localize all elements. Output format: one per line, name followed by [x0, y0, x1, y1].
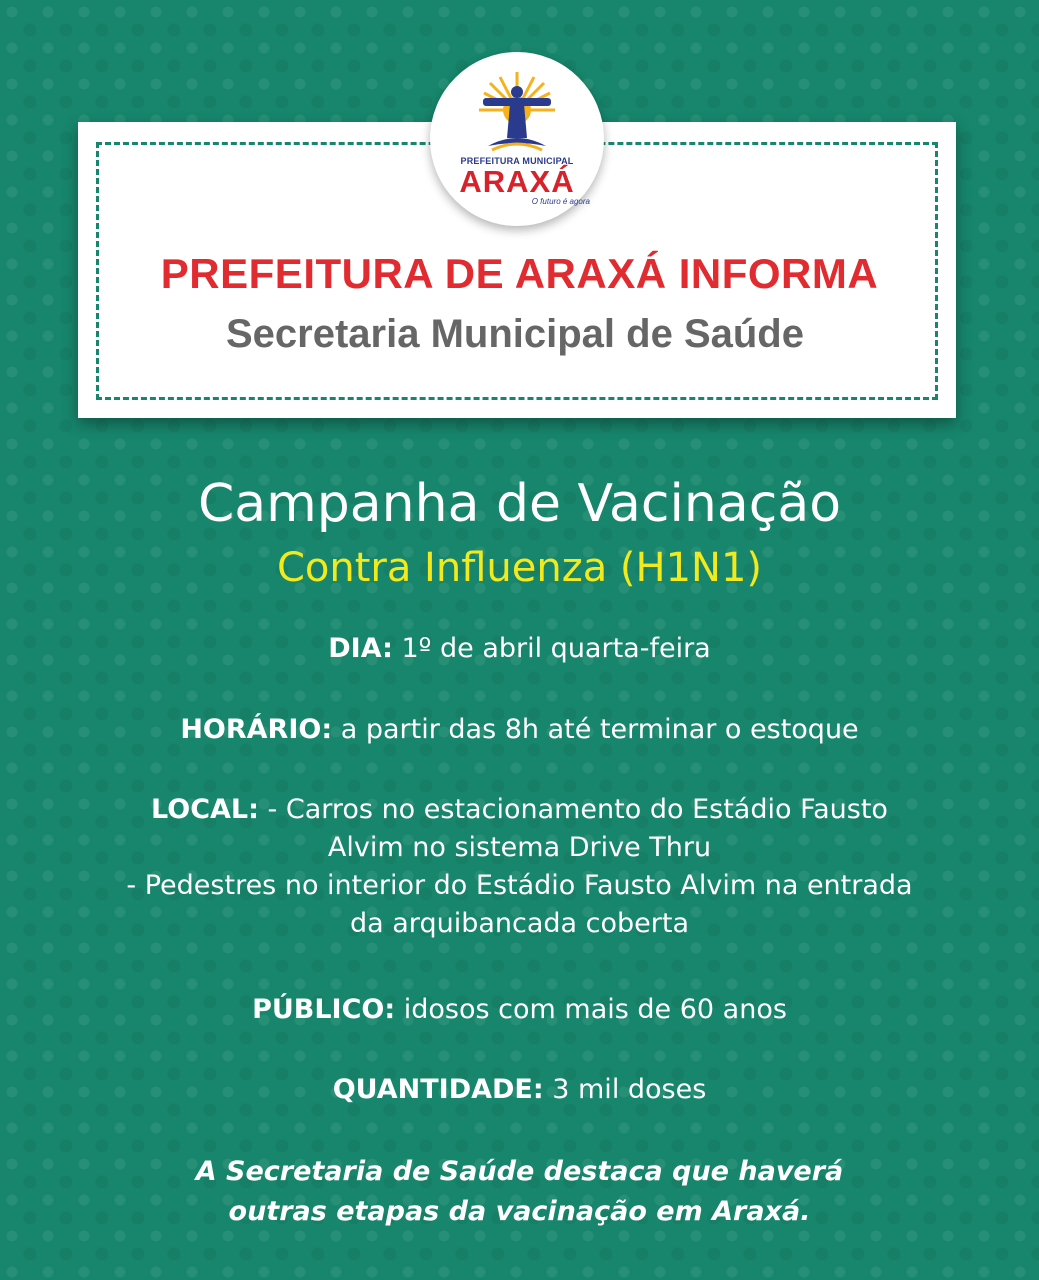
- info-horario: [0, 711, 1039, 749]
- footer-line-2: outras etapas da vacinação em Araxá.: [228, 1196, 811, 1227]
- horario-value: a partir das 8h até terminar o estoque: [340, 714, 859, 745]
- logo-slogan: O futuro é agora: [531, 197, 590, 206]
- publico-value: idosos com mais de 60 anos: [403, 994, 787, 1025]
- info-publico: [0, 991, 1039, 1029]
- horario-label: HORÁRIO:: [180, 714, 333, 745]
- local-label: LOCAL:: [151, 794, 259, 825]
- footer-note: [0, 1152, 1039, 1232]
- local-line-4: da arquibancada coberta: [350, 908, 689, 939]
- dia-value: 1º de abril quarta-feira: [401, 633, 711, 664]
- campaign-title: Campanha de Vacinação: [197, 474, 842, 534]
- logo-subtitle: PREFEITURA MUNICIPAL: [460, 156, 574, 166]
- local-line-1-text: - Carros no estacionamento do Estádio Fausto: [267, 794, 888, 825]
- footer-line-1: A Secretaria de Saúde destaca que haverá: [195, 1156, 844, 1187]
- quantidade-value: 3 mil doses: [552, 1074, 707, 1105]
- info-dia: [0, 630, 1039, 668]
- info-quantidade: [0, 1071, 1039, 1109]
- campaign-subtitle: Contra Influenza (H1N1): [276, 545, 763, 591]
- header-title: PREFEITURA DE ARAXÁ INFORMA: [160, 250, 879, 297]
- local-line-2: Alvim no sistema Drive Thru: [327, 832, 712, 863]
- header-subtitle: Secretaria Municipal de Saúde: [226, 312, 804, 356]
- dia-label: DIA:: [328, 633, 393, 664]
- prefeitura-logo: [430, 52, 604, 226]
- quantidade-label: QUANTIDADE:: [332, 1074, 544, 1105]
- local-line-3: - Pedestres no interior do Estádio Fausto Alvim na entrada: [126, 870, 913, 901]
- publico-label: PÚBLICO:: [252, 994, 396, 1025]
- info-local: [0, 791, 1039, 943]
- logo-city-name: ARAXÁ: [459, 164, 575, 199]
- local-line-1: [0, 791, 1039, 829]
